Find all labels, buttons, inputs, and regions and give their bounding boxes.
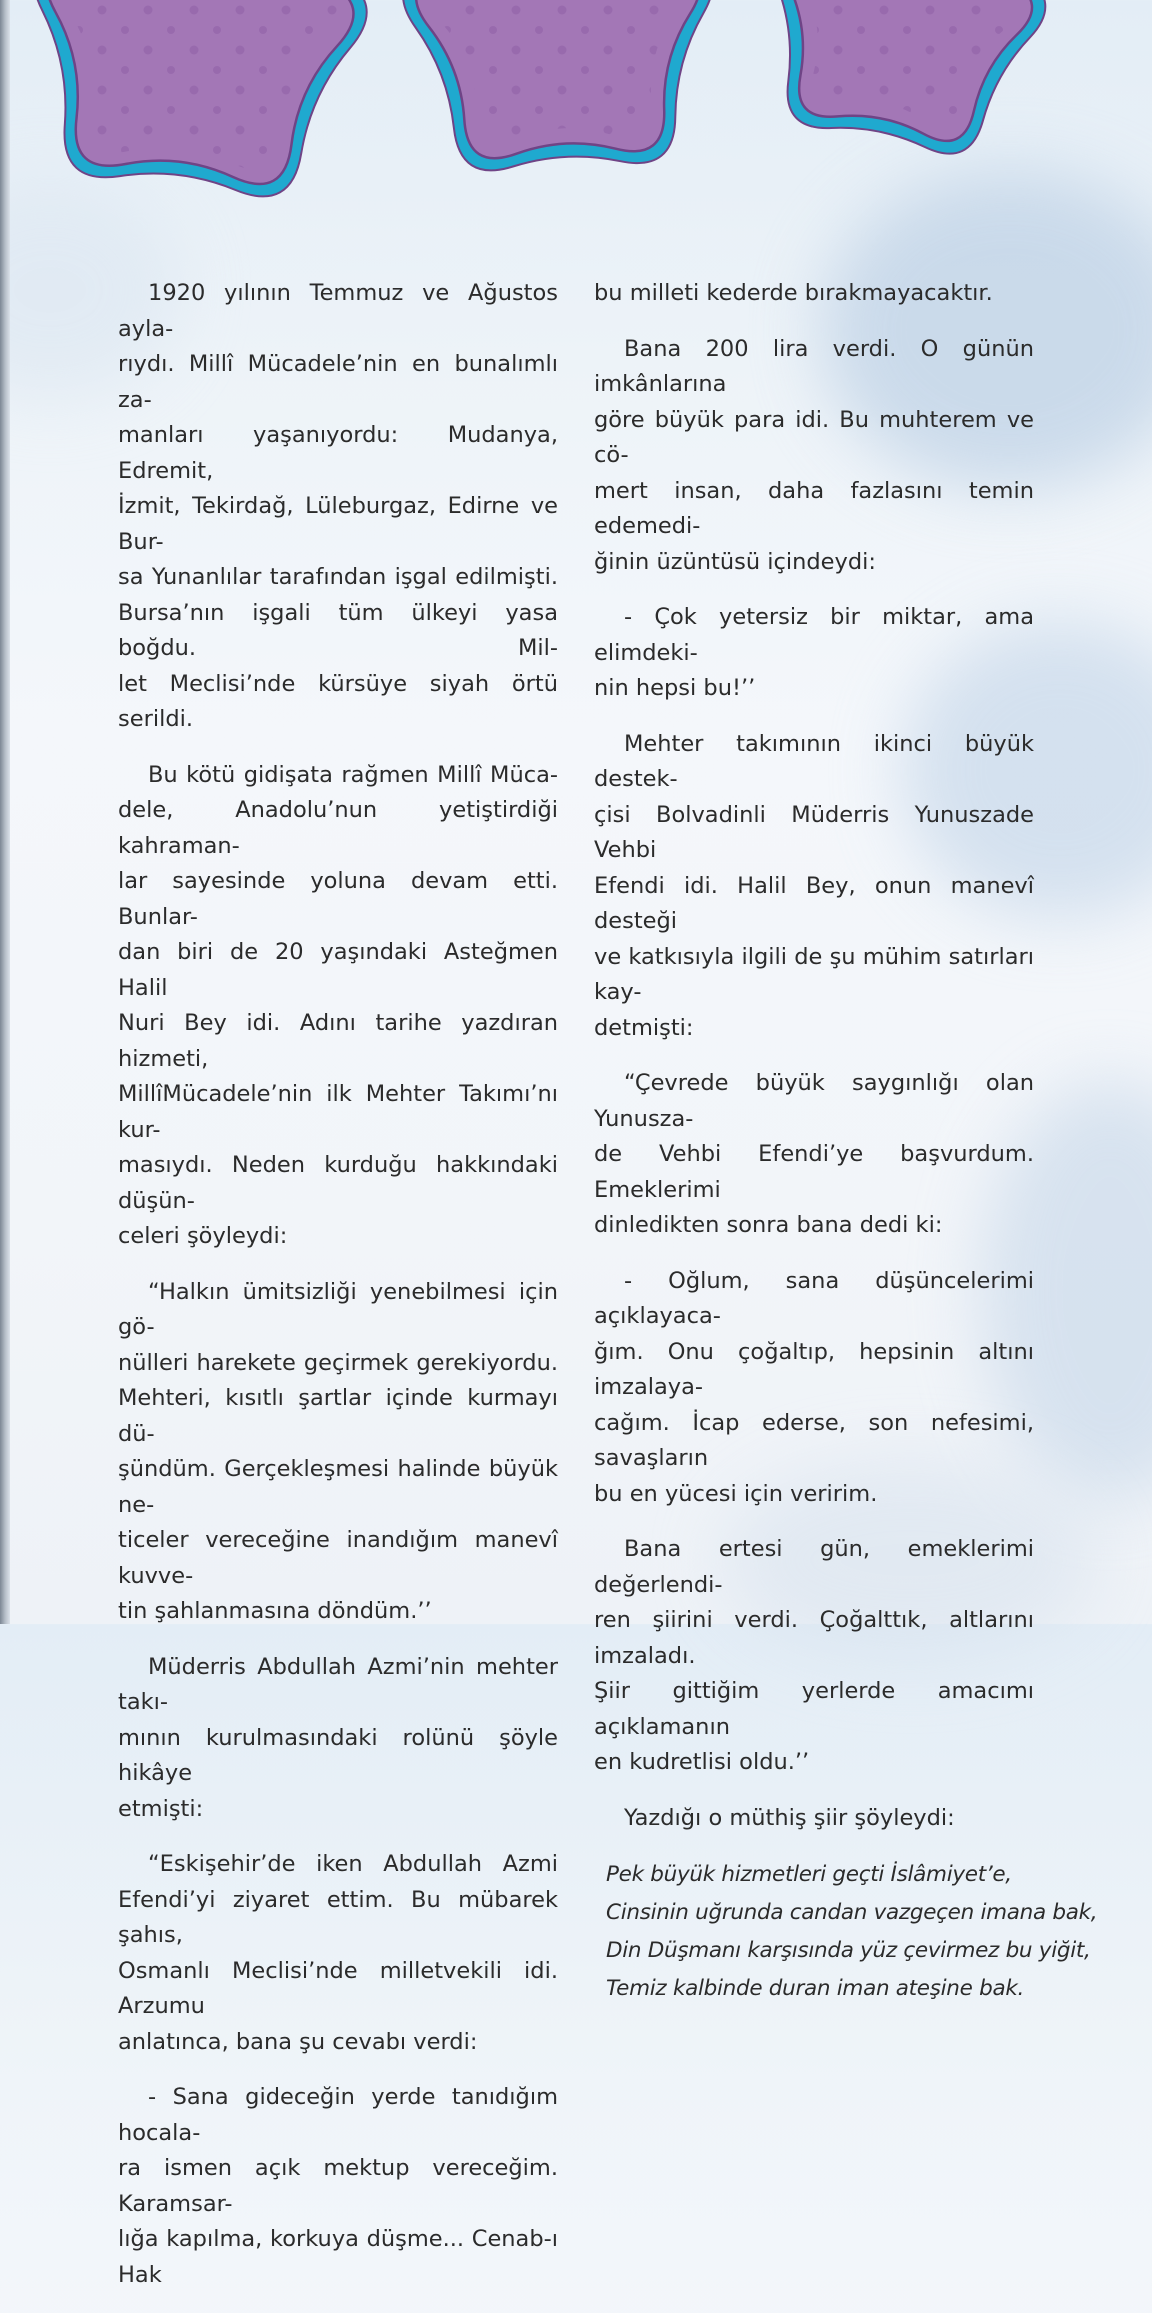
text-line: tin şahlanmasına döndüm.’’ [118,1598,432,1624]
text-line: bu en yücesi için veririm. [594,1480,878,1507]
text-line: Şiir gittiğim yerlerde amacımı açıklamanın [594,1678,1034,1740]
paragraph [594,727,1034,1047]
text-line: MillîMücadele’nin ilk Mehter Takımı’nı kur- [118,1081,558,1143]
right-text-column [594,276,1098,2008]
text-line: mert insan, daha fazlasını temin edemedi- [594,477,1034,539]
text-line: nülleri harekete geçirmek gerekiyordu. [118,1349,558,1376]
starfish-icon [773,0,1045,154]
text-line: Mehter takımının ikinci büyük destek- [594,730,1034,792]
text-line: 1920 yılının Temmuz ve Ağustos ayla- [118,280,558,342]
text-line: dan biri de 20 yaşındaki Asteğmen Halil [118,939,558,1001]
text-line: - Sana gideceğin yerde tanıdığım hocala- [118,2084,558,2146]
right-paragraphs [594,276,1034,1836]
page-spine-shadow [0,0,10,1624]
text-line: Efendi idi. Halil Bey, onun manevî desteği [594,872,1034,934]
text-line: lığa kapılma, korkuya düşme... Cenab-ı Hak [118,2226,558,2288]
text-line: çisi Bolvadinli Müderris Yunuszade Vehbi [594,801,1034,863]
text-line: İzmit, Tekirdağ, Lüleburgaz, Edirne ve Bur- [118,493,558,555]
text-line: şündüm. Gerçekleşmesi halinde büyük ne- [118,1456,558,1518]
text-line: manları yaşanıyordu: Mudanya, Edremit, [118,422,558,484]
poem-line: Cinsinin uğrunda candan vazgeçen imana bak, [606,1900,1098,1925]
paragraph [594,1532,1034,1781]
text-line: Nuri Bey idi. Adını tarihe yazdıran hizmeti, [118,1010,558,1072]
poem-line: Temiz kalbinde duran iman ateşine bak. [606,1976,1025,2001]
text-line: göre büyük para idi. Bu muhterem ve cö- [594,406,1034,468]
text-line: de Vehbi Efendi’ye başvurdum. Emeklerimi [594,1141,1034,1203]
text-line: masıydı. Neden kurduğu hakkındaki düşün- [118,1152,558,1214]
text-line: detmişti: [594,1014,694,1041]
starfish-decoration [0,0,1152,240]
paragraph [594,276,1034,312]
text-line: “Eskişehir’de iken Abdullah Azmi [148,1851,558,1877]
text-line: - Çok yetersiz bir miktar, ama elimdeki- [594,604,1034,666]
paragraph [118,1847,558,2060]
poem-line: Din Düşmanı karşısında yüz çevirmez bu yiğit, [606,1938,1091,1963]
starfish-icon [34,0,367,196]
paragraph [118,1275,558,1630]
paragraph [594,332,1034,581]
text-line: ra ismen açık mektup vereceğim. Karamsar- [118,2155,558,2217]
paragraph [594,1264,1034,1513]
paragraph [118,1650,558,1828]
text-line: lar sayesinde yoluna devam etti. Bunlar- [118,868,558,930]
text-line: dinledikten sonra bana dedi ki: [594,1212,943,1238]
text-line: Yazdığı o müthiş şiir şöyleydi: [624,1804,955,1831]
paragraph [594,1066,1034,1244]
starfish-icon [403,0,713,170]
text-line: let Meclisi’nde kürsüye siyah örtü serildi. [118,670,558,732]
text-line: ğım. Onu çoğaltıp, hepsinin altını imzalaya- [594,1338,1034,1400]
paragraph [594,600,1034,707]
text-line: ticeler vereceğine inandığım manevî kuvve- [118,1527,558,1589]
text-line: cağım. İcap ederse, son nefesimi, savaşların [594,1409,1034,1471]
text-line: Müderris Abdullah Azmi’nin mehter takı- [118,1653,558,1715]
text-line: celeri şöyleydi: [118,1223,288,1249]
left-text-column [118,276,558,2313]
text-line: mının kurulmasındaki rolünü şöyle hikâye [118,1724,558,1786]
text-line: “Çevrede büyük saygınlığı olan Yunusza- [594,1070,1034,1132]
text-line: ren şiirini verdi. Çoğalttık, altlarını imzaladı. [594,1607,1034,1669]
text-line: en kudretlisi oldu.’’ [594,1749,810,1775]
text-line: - Oğlum, sana düşüncelerimi açıklayaca- [594,1267,1034,1329]
text-line: Bana 200 lira verdi. O günün imkânlarına [594,335,1034,397]
paragraph [118,276,558,738]
text-line: sa Yunanlılar tarafından işgal edilmişti. [118,564,558,590]
text-line: rıydı. Millî Mücadele’nin en bunalımlı za- [118,351,558,413]
text-line: Bana ertesi gün, emeklerimi değerlendi- [594,1536,1034,1598]
text-line: Bursa’nın işgali tüm ülkeyi yasa boğdu. Mil- [118,599,558,661]
poem [606,1856,1098,2008]
text-line: Efendi’yi ziyaret ettim. Bu mübarek şahıs, [118,1886,558,1948]
text-line: nin hepsi bu!’’ [594,675,756,701]
text-line: anlatınca, bana şu cevabı verdi: [118,2028,478,2055]
text-line: bu milleti kederde bırakmayacaktır. [594,280,993,306]
poem-line: Pek büyük hizmetleri geçti İslâmiyet’e, [606,1862,1012,1887]
text-line: Mehteri, kısıtlı şartlar içinde kurmayı dü- [118,1385,558,1447]
text-line: ğinin üzüntüsü içindeydi: [594,548,876,575]
paragraph [118,2080,558,2293]
text-line: etmişti: [118,1795,204,1822]
text-line: ve katkısıyla ilgili de şu mühim satırları kay- [594,943,1034,1005]
text-line: dele, Anadolu’nun yetiştirdiği kahraman- [118,797,558,859]
text-line: Bu kötü gidişata rağmen Millî Müca- [148,761,558,788]
text-line: “Halkın ümitsizliği yenebilmesi için gö- [118,1278,558,1340]
paragraph [594,1801,1034,1837]
text-line: Osmanlı Meclisi’nde milletvekili idi. Arzumu [118,1957,558,2019]
paragraph [118,758,558,1255]
